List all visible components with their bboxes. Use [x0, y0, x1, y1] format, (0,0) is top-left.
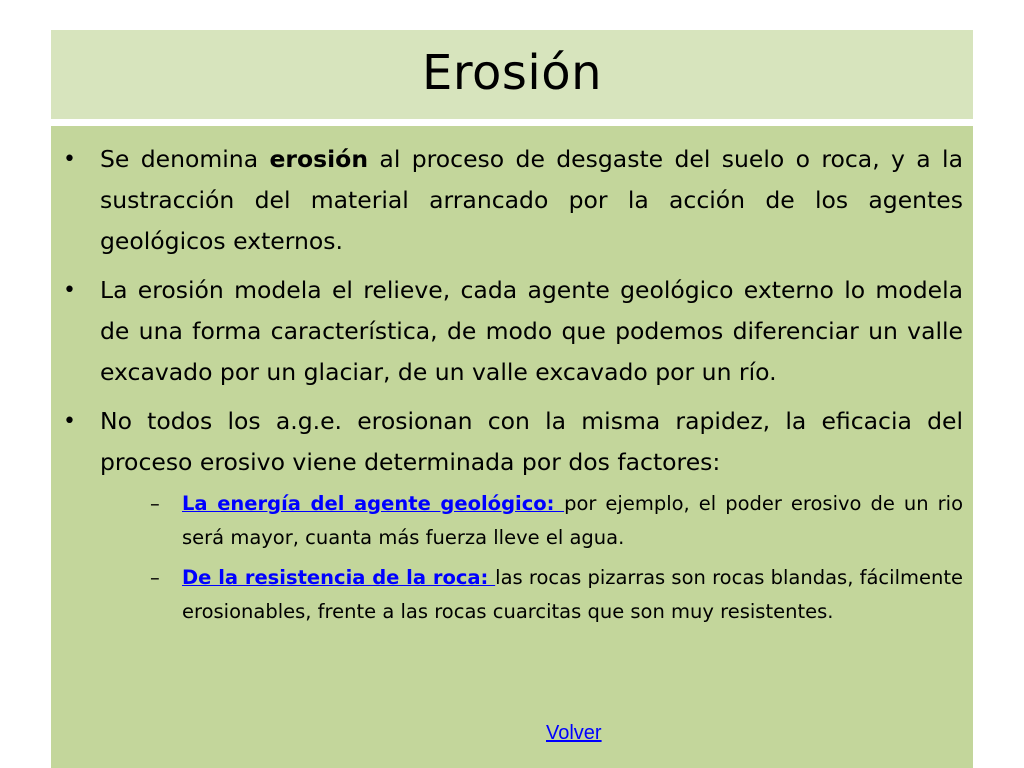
bullet-list [63, 139, 963, 629]
bullet-item-factors [63, 401, 963, 629]
bullet-text: La erosión modela el relieve, cada agente geológico externo lo modela de una forma característica, de modo que podemos diferenciar un valle excavado por un glaciar, de un valle excavado por un río. [100, 276, 963, 386]
sub-bullet-energy [100, 487, 963, 555]
title-box [51, 30, 973, 119]
sub-bullet-text: por ejemplo, el poder erosivo de un rio será mayor, cuanta más fuerza lleve el agua. [182, 492, 963, 549]
bullet-item-definition [63, 139, 963, 262]
sub-bullet-list [100, 487, 963, 629]
energy-link[interactable]: La energía del agente geológico: [182, 492, 565, 515]
bullet-text: No todos los a.g.e. erosionan con la misma rapidez, la eficacia del proceso erosivo viene determinada por dos factores: [100, 407, 963, 476]
content-box [51, 126, 973, 768]
dash-icon: – [150, 566, 160, 589]
bullet-item-relief [63, 270, 963, 393]
bullet-icon: • [63, 278, 76, 303]
bullet-text-bold: erosión [269, 145, 369, 173]
resistance-link[interactable]: De la resistencia de la roca: [182, 566, 496, 589]
back-link[interactable]: Volver [546, 722, 602, 744]
bullet-text-after: al proceso de desgaste del suelo o roca, y a la sustracción del material arrancado por la acción de los agentes geológicos externos. [100, 145, 963, 255]
bullet-text-before: Se denomina [100, 145, 270, 173]
sub-bullet-text: las rocas pizarras son rocas blandas, fácilmente erosionables, frente a las rocas cuarcitas que son muy resistentes. [182, 566, 963, 623]
dash-icon: – [150, 492, 160, 515]
bullet-icon: • [63, 147, 76, 172]
sub-bullet-resistance [100, 561, 963, 629]
slide-title: Erosión [421, 44, 602, 101]
bullet-icon: • [63, 409, 76, 434]
